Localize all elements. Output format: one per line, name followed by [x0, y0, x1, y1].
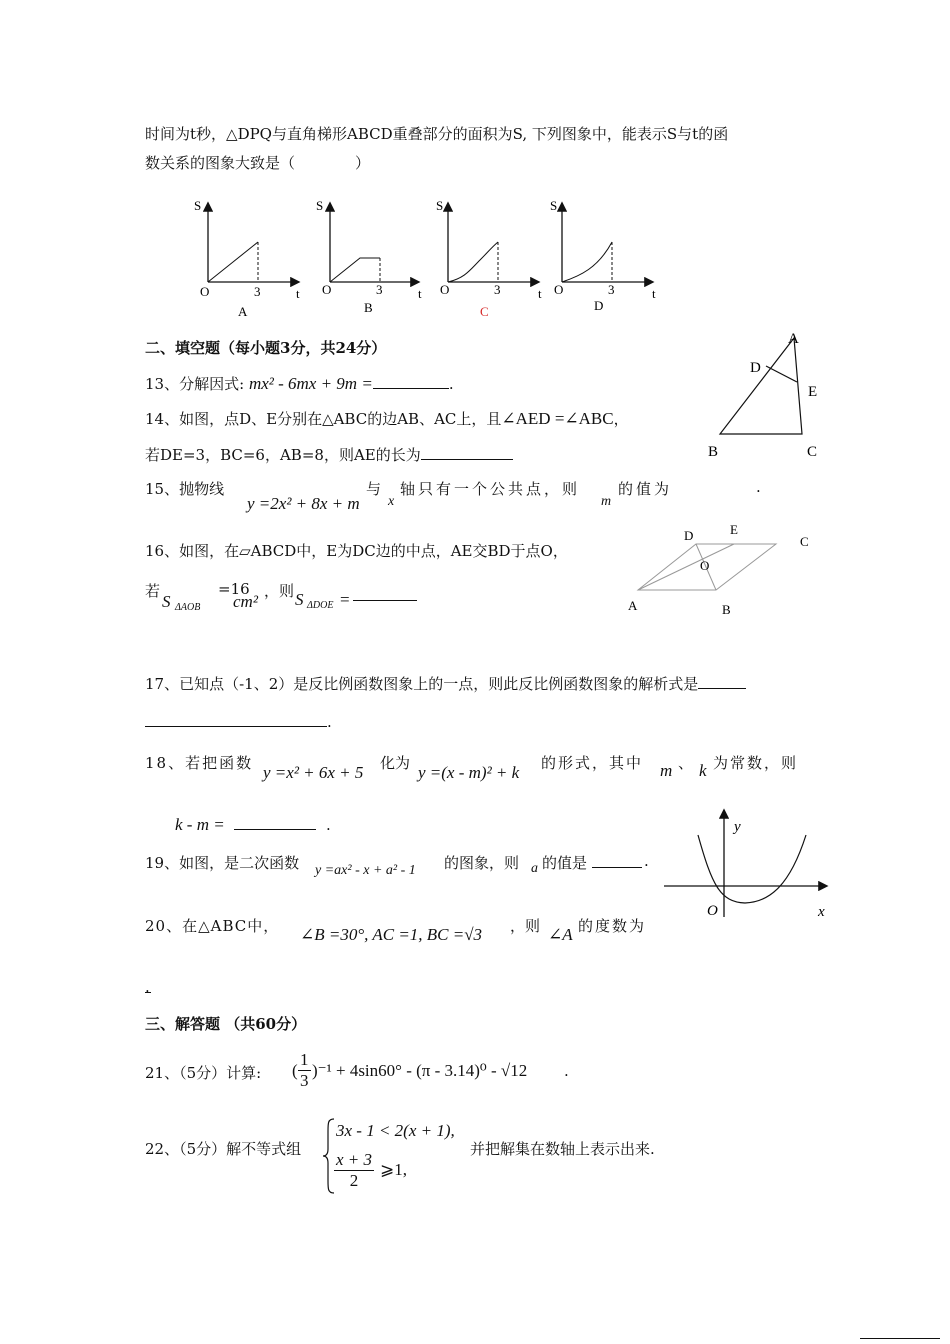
q17-answer-blank-2[interactable] [145, 712, 327, 727]
q18-e2: y =(x - m)² + k [418, 763, 520, 782]
q21-fraction [298, 1050, 311, 1091]
graph-d-tick: 3 [608, 282, 615, 297]
graph-d-t: t [652, 286, 656, 301]
q22-fraction [334, 1150, 374, 1191]
graph-b-tick: 3 [376, 282, 383, 297]
q21-open: ( [292, 1061, 298, 1080]
q15-p3: 轴只有一个公共点，则 [400, 480, 581, 498]
intro-line-1: 时间为t秒，△DPQ与直角梯形ABCD重叠部分的面积为S, 下列图象中，能表示S与t的函 [145, 125, 729, 143]
triangle-abc-figure [700, 328, 835, 463]
fig14-label-a: A [788, 331, 799, 347]
q13-suffix: . [448, 375, 454, 393]
q13-answer-blank[interactable] [373, 374, 449, 389]
q19-end: . [644, 852, 649, 870]
q16-p2: ，则 [264, 582, 295, 600]
graph-a-label: A [238, 304, 248, 319]
fig16-label-b: B [722, 602, 731, 617]
q18-p1: 18、若把函数 [145, 754, 254, 772]
graph-b-s: S [316, 198, 324, 213]
q20-end: . [145, 978, 150, 996]
q21-num: 1 [300, 1050, 309, 1069]
section-3-title: 三、解答题 （共60分） [145, 1015, 307, 1033]
q22-p2: 并把解集在数轴上表示出来. [470, 1140, 655, 1158]
q18-answer-blank[interactable] [234, 815, 316, 830]
q19-a: a [531, 861, 538, 876]
parallelogram-figure [620, 522, 820, 622]
q22-ineq2-tail: ⩾1, [380, 1160, 407, 1179]
q14-answer-blank[interactable] [421, 445, 513, 460]
q16-sub1: ΔAOB [175, 602, 201, 613]
q21-den: 3 [300, 1071, 309, 1090]
q18-p4: 、 [678, 754, 694, 772]
parabola-figure [660, 805, 840, 925]
question-17 [145, 674, 746, 694]
graph-d-label: D [594, 298, 604, 313]
graph-d [550, 198, 656, 313]
q18-end: . [326, 816, 331, 834]
graph-a-tick: 3 [254, 284, 261, 299]
q22-ineq1: 3x - 1 < 2(x + 1), [336, 1121, 455, 1140]
graph-a-s: S [194, 198, 202, 213]
graph-b-o: O [322, 282, 332, 297]
q20-p1: 20、在△ABC中， [145, 917, 280, 935]
q19-expr: y =ax² - x + a² - 1 [315, 863, 416, 878]
question-17-line-2 [145, 712, 332, 732]
q17-end: . [327, 713, 332, 731]
q19-answer-blank[interactable] [592, 853, 642, 868]
graph-d-o: O [554, 282, 564, 297]
q16-p1: 若 [145, 582, 161, 600]
graph-c-s: S [436, 198, 444, 213]
q18-p5: 为常数，则 [713, 754, 799, 772]
q16-s1: S [162, 592, 171, 611]
q19-p1: 19、如图，是二次函数 [145, 854, 300, 872]
q14-text-2: 若DE=3，BC=6，AB=8，则AE的长为 [145, 446, 421, 464]
graph-b-label: B [364, 300, 373, 315]
q22-p1: 22、（5分）解不等式组 [145, 1140, 302, 1158]
q18-p2: 化为 [380, 754, 411, 772]
q21-p1: 21、（5分）计算: [145, 1064, 262, 1082]
q18-p3: 的形式，其中 [541, 754, 644, 772]
fig19-label-o: O [707, 903, 718, 919]
fig14-label-e: E [808, 384, 818, 400]
q16-unit: cm² [233, 592, 258, 611]
graph-b-t: t [418, 286, 422, 301]
q20-expr: ∠B =30°, AC =1, BC =√3 [300, 925, 483, 944]
answer-graphs [180, 190, 680, 325]
q16-s2: S [295, 590, 304, 609]
q13-expr: mx² - 6mx + 9m = [248, 374, 373, 393]
q19-p2: 的图象，则 [444, 854, 520, 872]
q19-p3: 的值是 [542, 854, 588, 872]
graph-c-t: t [538, 286, 542, 301]
graph-c-o: O [440, 282, 450, 297]
q15-expr: y =2x² + 8x + m [247, 494, 360, 513]
footer-rule [860, 1338, 940, 1339]
q15-p1: 15、抛物线 [145, 480, 225, 498]
q15-p4: 的值为 [618, 480, 673, 498]
question-14-line-2 [145, 445, 513, 465]
question-16-line-1: 16、如图，在▱ABCD中，E为DC边的中点，AE交BD于点O， [145, 542, 568, 560]
fig14-label-c: C [807, 444, 818, 460]
graph-b [316, 198, 422, 315]
graph-a-t: t [296, 286, 300, 301]
q15-m: m [601, 494, 612, 509]
q15-p2: 与 [366, 480, 382, 498]
q18-k: k [699, 761, 707, 780]
q14-angle: ∠AED =∠ABC [501, 409, 614, 428]
fig19-label-y: y [734, 819, 741, 835]
fig14-label-b: B [708, 444, 719, 460]
graph-d-s: S [550, 198, 558, 213]
q20-angle: ∠A [548, 925, 573, 944]
q22-den: 2 [349, 1171, 359, 1190]
q18-m: m [660, 761, 673, 780]
fig16-label-e: E [730, 522, 738, 537]
fig19-label-x: x [818, 904, 825, 920]
graph-c-label: C [480, 304, 489, 319]
q20-p3: 的度数为 [578, 917, 647, 935]
q15-end: . [756, 478, 761, 496]
q20-p2: ，则 [510, 917, 541, 935]
fig14-label-d: D [750, 360, 761, 376]
graph-c [436, 198, 542, 319]
q21-end: . [564, 1062, 569, 1080]
graph-c-tick: 3 [494, 282, 501, 297]
q16-val: =16 [218, 580, 250, 598]
q15-x: x [388, 494, 395, 509]
fig16-label-c: C [800, 534, 809, 549]
q22-num: x + 3 [336, 1150, 373, 1169]
q16-sub2: ΔDOE [307, 600, 334, 611]
q13-prefix: 13、分解因式: [145, 375, 245, 393]
fig16-label-a: A [628, 598, 638, 613]
q16-eq: = [340, 590, 350, 609]
fig16-label-d: D [684, 528, 694, 543]
graph-a [194, 198, 300, 319]
intro-line-2: 数关系的图象大致是（ ） [145, 154, 371, 172]
q18-line2: k - m = [175, 815, 225, 834]
q21-rest: )⁻¹ + 4sin60° - (π - 3.14)⁰ - √12 [312, 1061, 528, 1080]
q18-e1: y =x² + 6x + 5 [263, 763, 364, 782]
section-2-title: 二、填空题（每小题3分，共24分） [145, 339, 387, 357]
question-13 [145, 374, 454, 394]
q14-text: 14、如图，点D、E分别在△ABC的边AB、AC上，且 [145, 410, 502, 428]
q16-answer-blank[interactable] [353, 586, 417, 601]
q17-answer-blank-1[interactable] [698, 674, 746, 689]
fig16-label-o: O [700, 558, 710, 573]
q17-text: 17、已知点（-1、2）是反比例函数图象上的一点，则此反比例函数图象的解析式是 [145, 675, 699, 693]
graph-a-o: O [200, 284, 210, 299]
question-14-line-1 [145, 409, 629, 429]
q14-tail: ， [613, 410, 629, 428]
